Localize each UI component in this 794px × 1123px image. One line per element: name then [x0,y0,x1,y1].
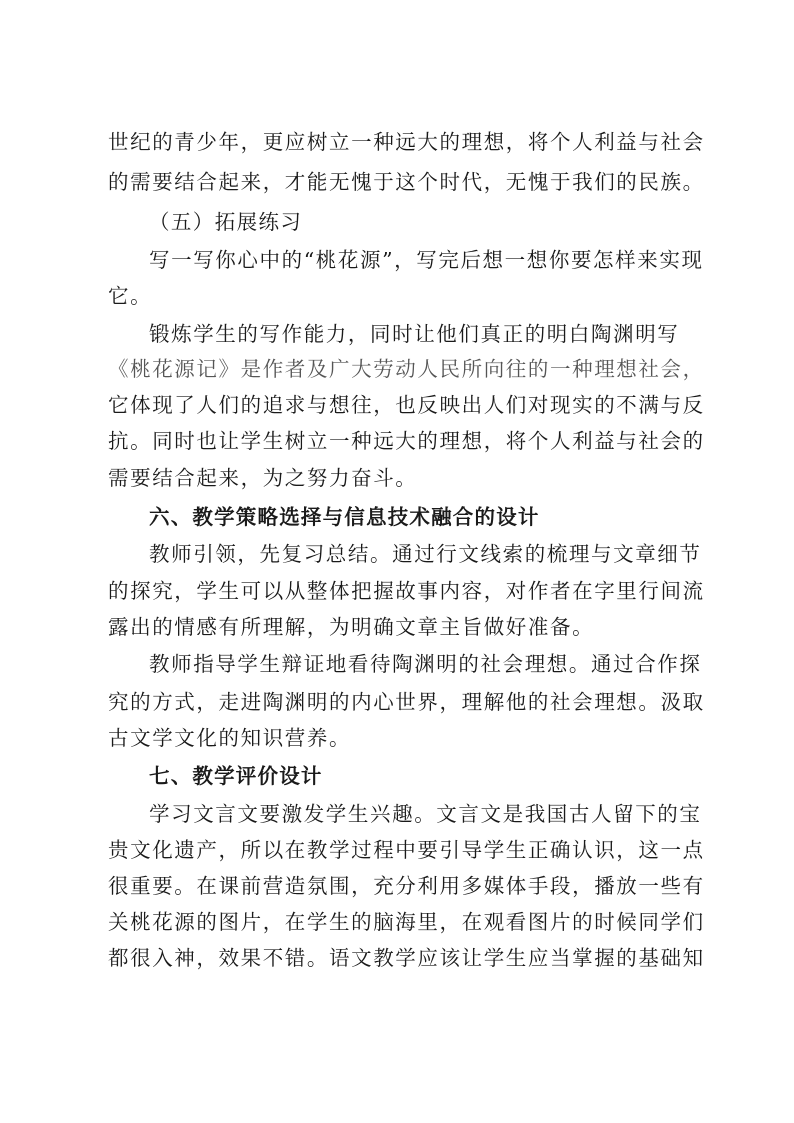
text-line: 贵文化遗产，所以在教学过程中要引导学生正确认识，这一点 [108,838,705,862]
section-heading: 七、教学评价设计 [149,764,323,788]
text-line: 很重要。在课前营造氛围，充分利用多媒体手段，播放一些有 [108,874,705,898]
text-line: 需要结合起来，为之努力奋斗。 [108,466,418,490]
text-line: 关桃花源的图片，在学生的脑海里，在观看图片的时候同学们 [108,910,705,934]
text-line: 的探究，学生可以从整体把握故事内容，对作者在字里行间流 [108,579,705,603]
text-line: 它体现了人们的追求与想往，也反映出人们对现实的不满与反 [108,393,705,417]
text-line: 露出的情感有所理解，为明确文章主旨做好准备。 [108,615,595,639]
text-line: 世纪的青少年，更应树立一种远大的理想，将个人利益与社会 [108,130,705,154]
text-line: 究的方式，走进陶渊明的内心世界，理解他的社会理想。汲取 [108,690,705,714]
text-line: 教师指导学生辩证地看待陶渊明的社会理想。通过合作探 [149,652,702,676]
text-line: 《桃花源记》是作者及广大劳动人民所向往的一种理想社会， [108,357,705,381]
text-line: 的需要结合起来，才能无愧于这个时代，无愧于我们的民族。 [108,170,705,194]
text-line: 学习文言文要激发学生兴趣。文言文是我国古人留下的宝 [149,802,702,826]
text-line: 都很入神，效果不错。语文教学应该让学生应当掌握的基础知 [108,946,705,970]
text-line: 它。 [108,284,153,308]
section-subheading: （五）拓展练习 [149,210,303,234]
text-line: 写一写你心中的“桃花源”，写完后想一想你要怎样来实现 [149,248,704,272]
text-line: 锻炼学生的写作能力，同时让他们真正的明白陶渊明写 [149,322,680,346]
section-heading: 六、教学策略选择与信息技术融合的设计 [149,505,540,529]
text-line: 抗。同时也让学生树立一种远大的理想，将个人利益与社会的 [108,429,705,453]
text-line: 教师引领，先复习总结。通过行文线索的梳理与文章细节 [149,542,702,566]
text-line: 古文学文化的知识营养。 [108,726,352,750]
